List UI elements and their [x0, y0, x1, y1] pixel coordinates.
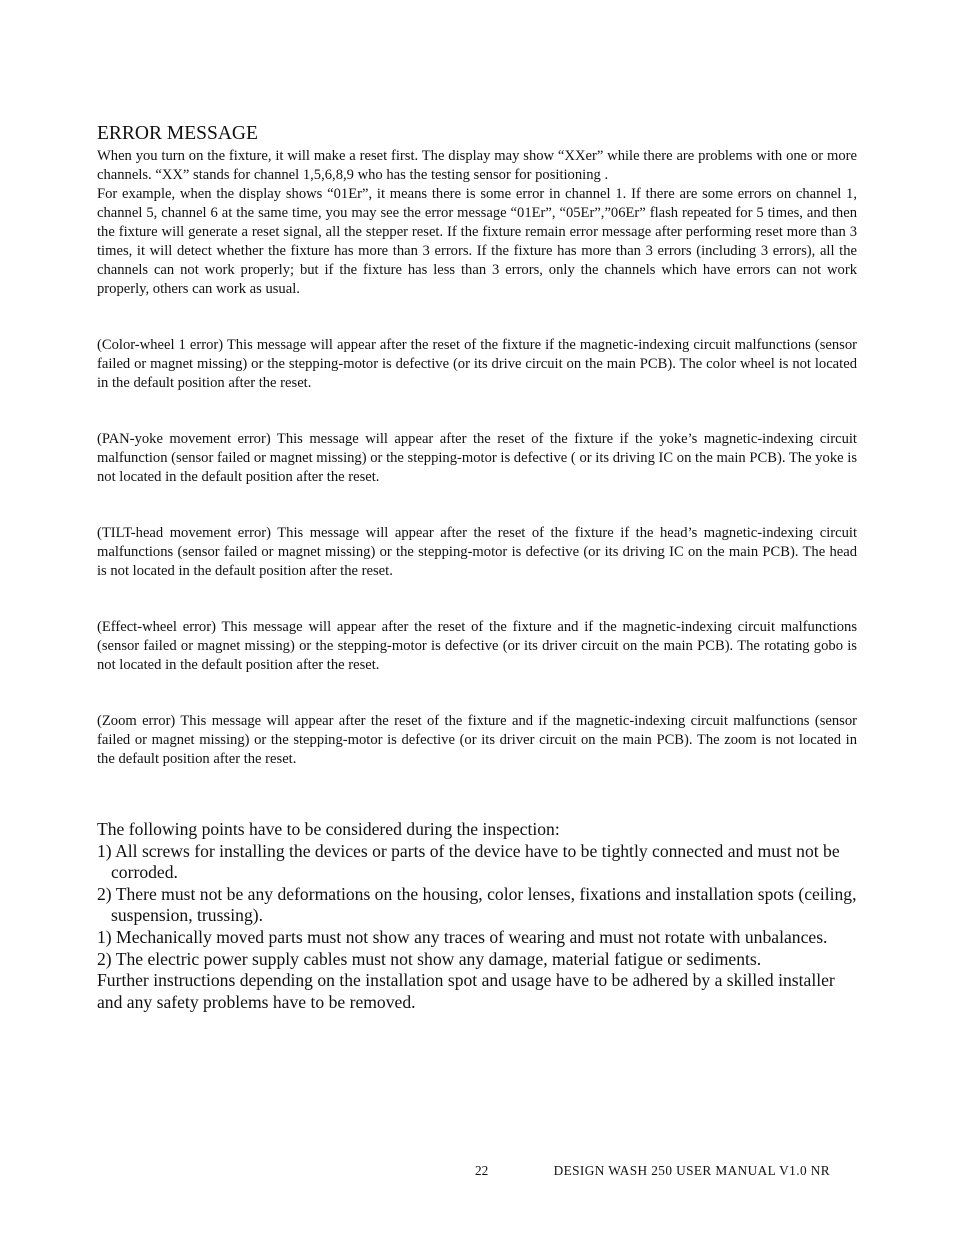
inspection-item: 1) All screws for installing the devices or parts of the device have to be tightly connected and must not be corroded.	[97, 840, 840, 883]
error-zoom: (Zoom error) This message will appear after the reset of the fixture and if the magnetic-indexing circuit malfunctions (sensor failed or magnet missing) or the stepping-motor is defective (or its driver circuit on the main PCB). The zoom is not located in the default position after the reset.	[97, 713, 857, 767]
inspection-lead: The following points have to be considered during the inspection:	[97, 819, 560, 839]
page-number: 22	[475, 1163, 489, 1178]
page-footer	[475, 1163, 830, 1179]
intro-paragraph-1: When you turn on the fixture, it will make a reset first. The display may show “XXer” while there are problems with one or more channels. “XX” stands for channel 1,5,6,8,9 who has the testing sensor for positioning .	[97, 148, 857, 183]
section-heading: ERROR MESSAGE	[97, 123, 258, 144]
inspection-closing: Further instructions depending on the installation spot and usage have to be adhered by a skilled installer and any safety problems have to be removed.	[97, 970, 835, 1012]
error-effect-wheel: (Effect-wheel error) This message will appear after the reset of the fixture and if the magnetic-indexing circuit malfunctions (sensor failed or magnet missing) or the stepping-motor is defective (or its driver circuit on the main PCB). The rotating gobo is not located in the default position after the reset.	[97, 619, 857, 673]
error-pan-yoke: (PAN-yoke movement error) This message will appear after the reset of the fixture if the yoke’s magnetic-indexing circuit malfunction (sensor failed or magnet missing) or the stepping-motor is defective ( or its driving IC on the main PCB). The yoke is not located in the default position after the reset.	[97, 431, 857, 485]
page-content	[97, 122, 857, 1013]
error-color-wheel: (Color-wheel 1 error) This message will appear after the reset of the fixture if the magnetic-indexing circuit malfunctions (sensor failed or magnet missing) or the stepping-motor is defective (or its drive circuit on the main PCB). The color wheel is not located in the default position after the reset.	[97, 337, 857, 391]
inspection-item: 2) There must not be any deformations on the housing, color lenses, fixations and installation spots (ceiling, suspension, trussing).	[97, 883, 857, 926]
intro-paragraph-2: For example, when the display shows “01Er”, it means there is some error in channel 1. If there are some errors on channel 1, channel 5, channel 6 at the same time, you may see the error message “01Er”, “05Er”,”06Er” flash repeated for 5 times, and then the fixture will generate a reset signal, all the stepper reset. If the fixture remain error message after performing reset more than 3 times, it will detect whether the fixture has more than 3 errors. If the fixture has more than 3 errors (including 3 errors), all the channels can not work properly; but if the fixture has less than 3 errors, only the channels which have errors can not work properly, others can work as usual.	[97, 186, 857, 297]
manual-title: DESIGN WASH 250 USER MANUAL V1.0 NR	[553, 1163, 830, 1178]
error-tilt-head: (TILT-head movement error) This message will appear after the reset of the fixture if the head’s magnetic-indexing circuit malfunctions (sensor failed or magnet missing) or the stepping-motor is defective (or its driving IC on the main PCB). The head is not located in the default position after the reset.	[97, 525, 857, 579]
inspection-item: 2) The electric power supply cables must not show any damage, material fatigue or sediments.	[97, 948, 762, 969]
inspection-section	[97, 819, 857, 1013]
inspection-item: 1) Mechanically moved parts must not show any traces of wearing and must not rotate with unbalances.	[97, 926, 828, 947]
